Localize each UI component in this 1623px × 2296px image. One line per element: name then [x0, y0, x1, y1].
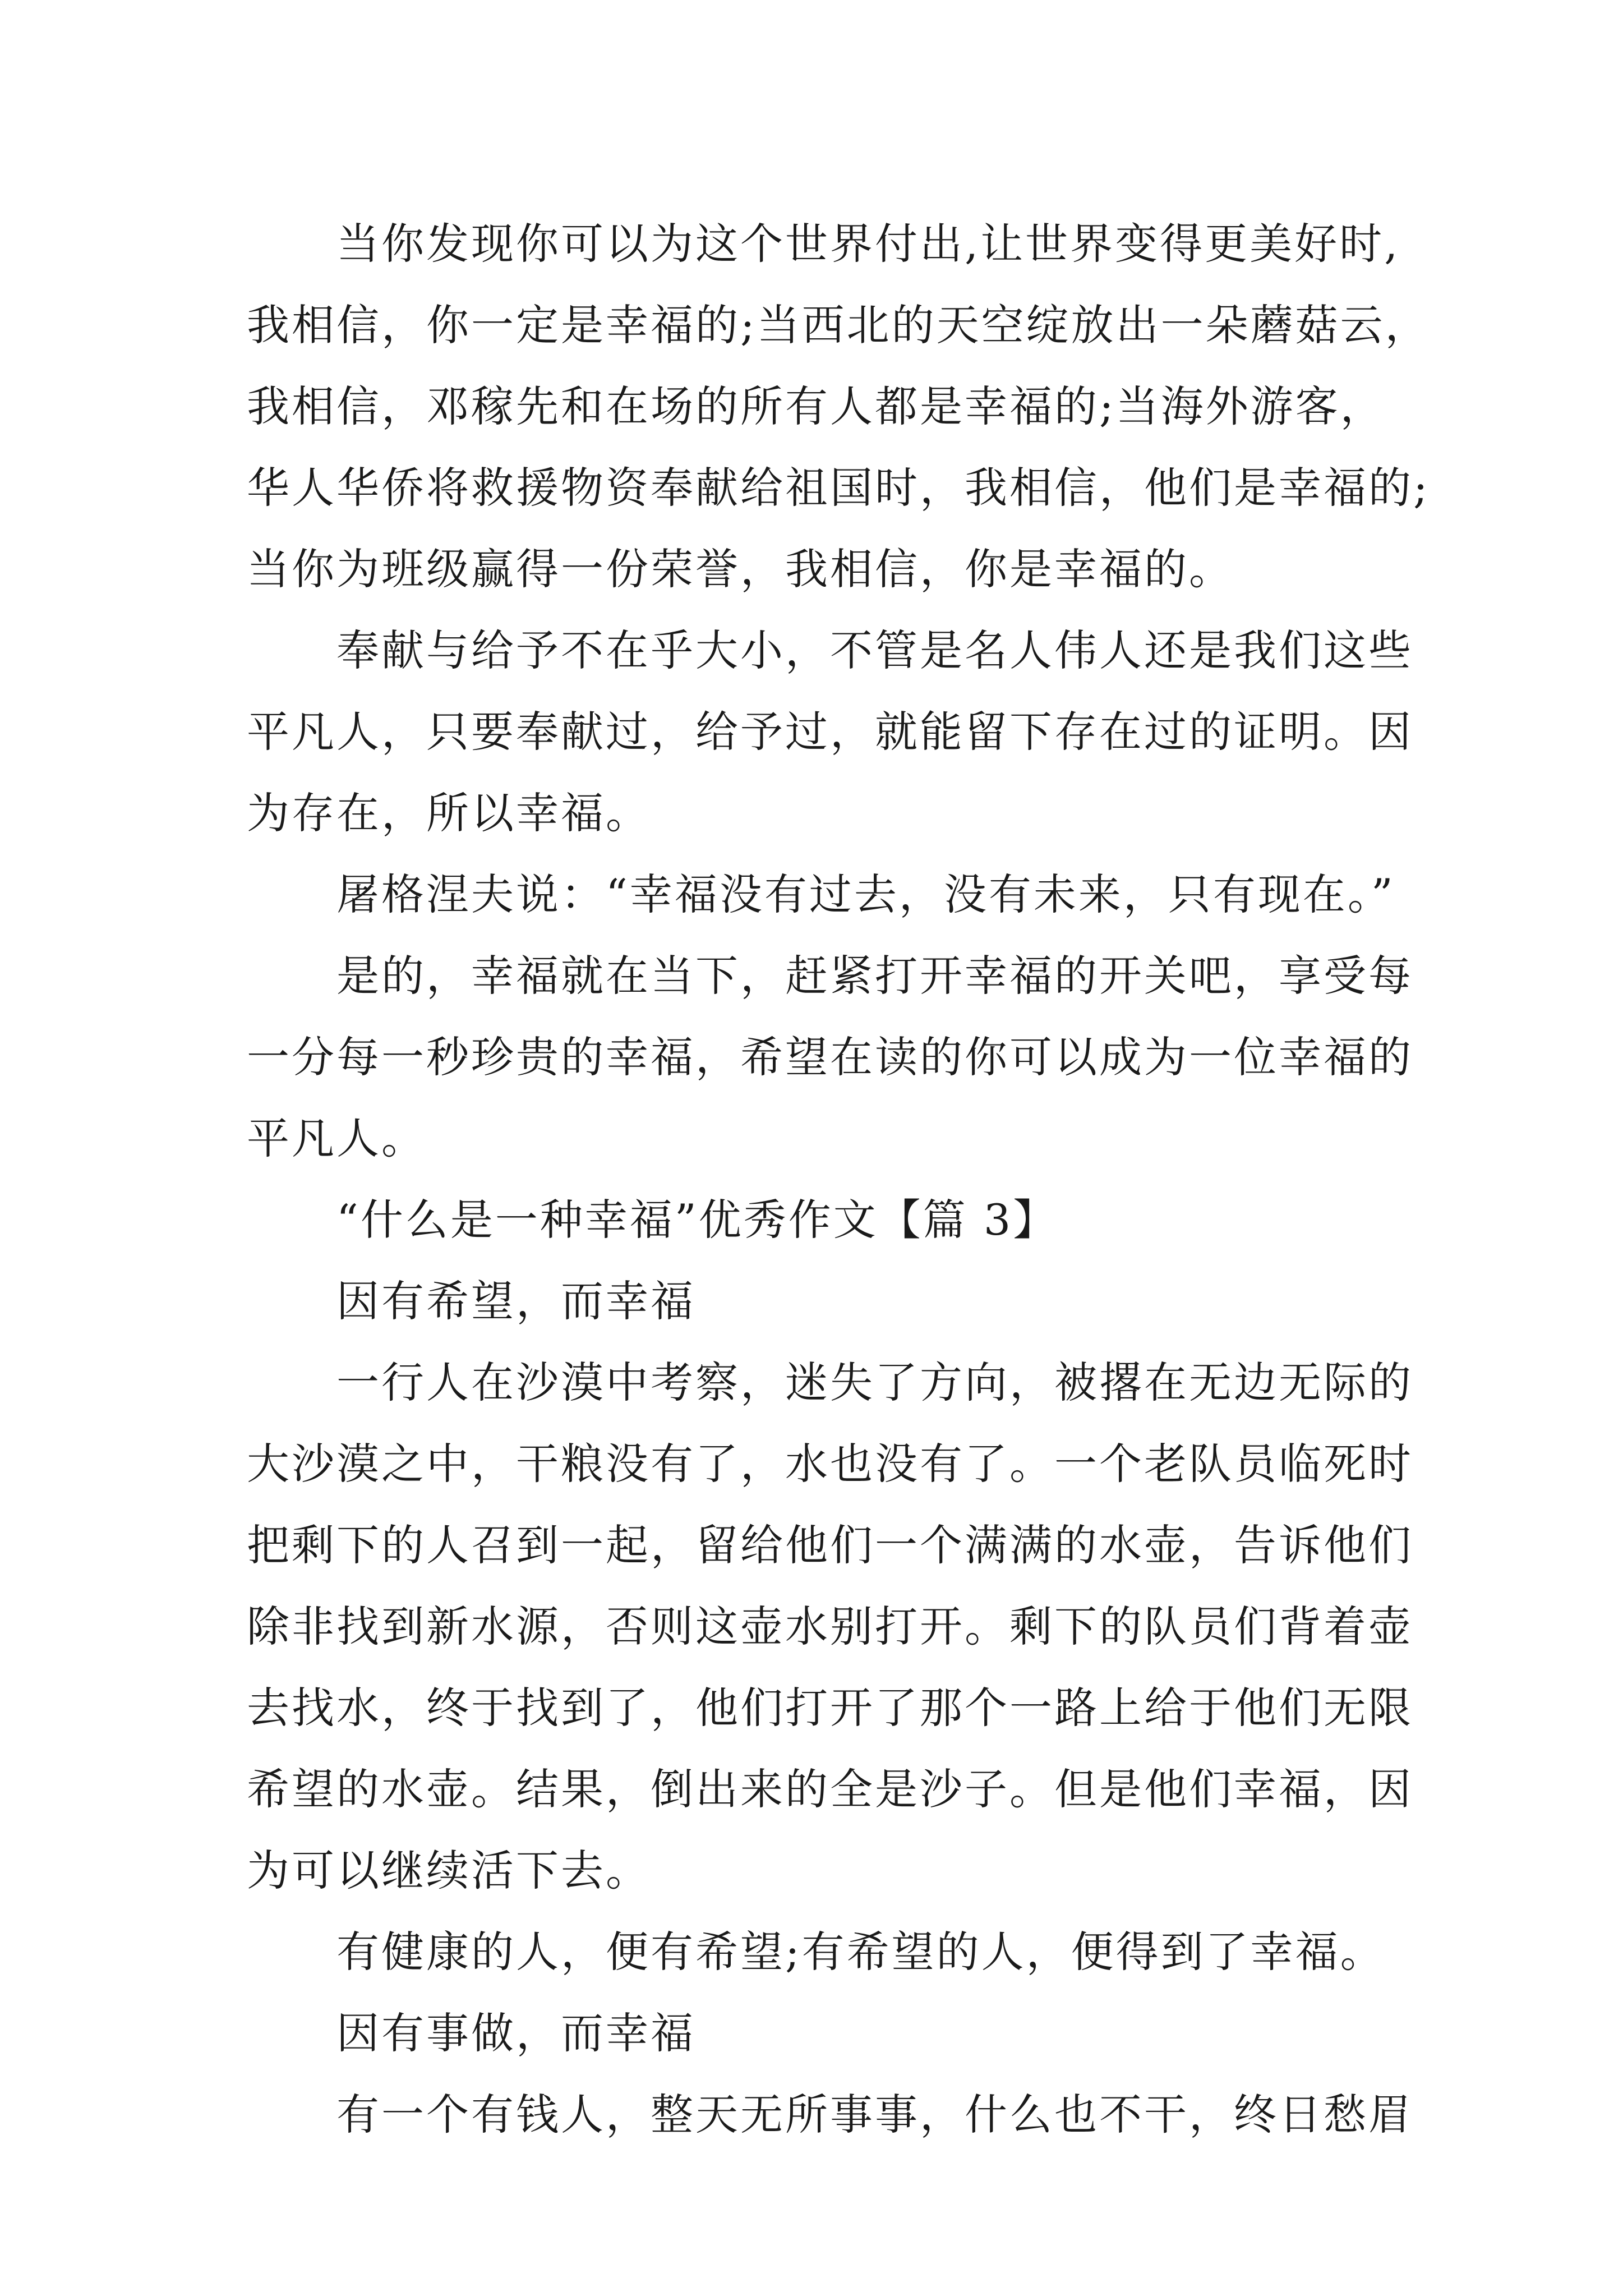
- text-line: 有健康的人，便有希望;有希望的人，便得到了幸福。: [336, 1927, 1385, 1977]
- text-line: 是的，幸福就在当下，赶紧打开幸福的开关吧，享受每: [336, 951, 1413, 1001]
- section-heading: “什么是一种幸福”优秀作文【篇 3】: [336, 1195, 1058, 1245]
- text-line: 当你发现你可以为这个世界付出,让世界变得更美好时,: [336, 219, 1400, 269]
- text-line: 除非找到新水源，否则这壶水别打开。剩下的队员们背着壶: [247, 1602, 1413, 1651]
- text-line: 希望的水壶。结果，倒出来的全是沙子。但是他们幸福，因: [247, 1764, 1413, 1814]
- text-line: 一行人在沙漠中考察，迷失了方向，被撂在无边无际的: [336, 1358, 1413, 1407]
- text-line: 平凡人，只要奉献过，给予过，就能留下存在过的证明。因: [247, 707, 1413, 757]
- text-line: 大沙漠之中，干粮没有了，水也没有了。一个老队员临死时: [247, 1439, 1413, 1489]
- text-line: 我相信，你一定是幸福的;当西北的天空绽放出一朵蘑菇云，: [247, 300, 1430, 350]
- subheading: 因有希望，而幸福: [336, 1276, 695, 1326]
- text-line: 奉献与给予不在乎大小，不管是名人伟人还是我们这些: [336, 625, 1413, 675]
- text-line: 我相信，邓稼先和在场的所有人都是幸福的;当海外游客，: [247, 381, 1385, 431]
- text-line: 有一个有钱人，整天无所事事，什么也不干，终日愁眉: [336, 2090, 1413, 2139]
- text-line: 当你为班级赢得一份荣誉，我相信，你是幸福的。: [247, 544, 1234, 594]
- text-line: 一分每一秒珍贵的幸福，希望在读的你可以成为一位幸福的: [247, 1032, 1413, 1082]
- subheading: 因有事做，而幸福: [336, 2008, 695, 2058]
- text-line: 去找水，终于找到了，他们打开了那个一路上给于他们无限: [247, 1683, 1413, 1733]
- text-line: 平凡人。: [247, 1114, 426, 1163]
- text-line: 华人华侨将救援物资奉献给祖国时，我相信，他们是幸福的;: [247, 463, 1430, 513]
- text-line: 为存在，所以幸福。: [247, 788, 651, 838]
- text-line: 为可以继续活下去。: [247, 1846, 651, 1895]
- text-line: 把剩下的人召到一起，留给他们一个满满的水壶，告诉他们: [247, 1520, 1413, 1570]
- text-line: 屠格涅夫说：“幸福没有过去，没有未来，只有现在。”: [336, 869, 1395, 919]
